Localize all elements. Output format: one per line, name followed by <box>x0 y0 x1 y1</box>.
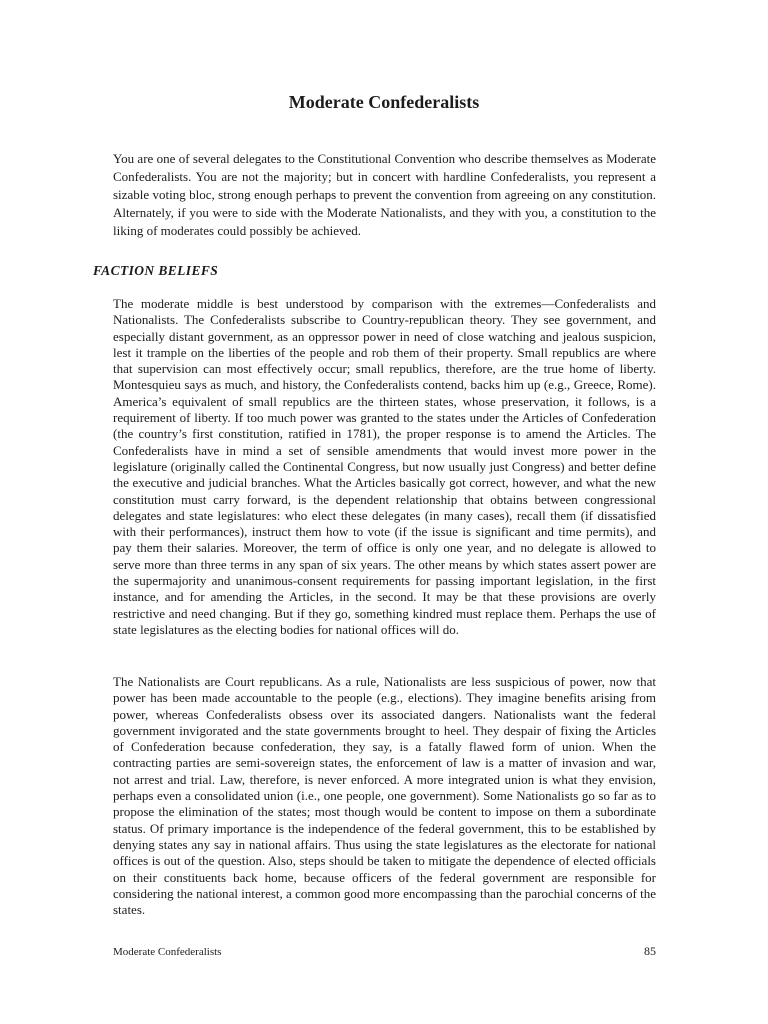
body-paragraph: The Nationalists are Court republicans. As a rule, Nationalists are less suspicious of power, now that power has been made accountable to the people (e.g., elections). They imagine benefits arising from power, whereas Confederalists obsess over its associated dangers. Nationalists want the federal government invigorated and the state governments brought to heel. They despair of fixing the Articles of Confederation because confederation, they say, is a fatally flawed form of union. When the contracting parties are semi-sovereign states, the enforcement of law is a matter of invasion and war, not arrest and trial. Law, therefore, is never enforced. A more integrated union is what they envision, perhaps even a consolidated union (i.e., one people, one government). Some Nationalists go so far as to propose the elimination of the states; most though would be content to impose on them a subordinate status. Of primary importance is the independence of the federal government, this to be established by denying states any say in national affairs. Thus using the state legislatures as the electorate for national offices is out of the question. Also, steps should be taken to mitigate the dependence of elected officials on their constituents back home, because officers of the federal government are responsible for considering the national interest, a common good more encompassing than the parochial concerns of the states. <box>113 674 656 918</box>
footer-running-title: Moderate Confederalists <box>113 946 222 958</box>
footer-page-number: 85 <box>644 944 656 958</box>
page-title: Moderate Confederalists <box>288 92 480 112</box>
section-heading: FACTION BELIEFS <box>93 263 219 278</box>
body-paragraph: The moderate middle is best understood by comparison with the extremes—Confederalists and Nationalists. The Confederalists subscribe to Country-republican theory. They see government, and especially distant government, as an oppressor power in need of close watching and jealous suspicion, lest it trample on the liberties of the people and rob them of their property. Small republics are where that supervision can most effectively occur; small republics, therefore, are the true home of liberty. Montesquieu says as much, and history, the Confederalists contend, backs him up (e.g., Greece, Rome). America’s equivalent of small republics are the thirteen states, whose preservation, it follows, is a requirement of liberty. If too much power was granted to the states under the Articles of Confederation (the country’s first constitution, ratified in 1781), the proper response is to amend the Articles. The Confederalists have in mind a set of sensible amendments that would invest more power in the legislature (originally called the Continental Congress, but now usually just Congress) and better define the executive and judicial branches. What the Articles basically got correct, however, and what the new constitution must carry forward, is the dependent relationship that obtains between congressional delegates and state legislatures: who elect these delegates (in many cases), recall them (if dissatisfied with their performances), instruct them how to vote (if the issue is significant and time permits), and pay them their salaries. Moreover, the term of office is only one year, and no delegate is allowed to serve more than three terms in any span of six years. The other means by which states assert power are the supermajority and unanimous-consent requirements for passing important legislation, in the first instance, and for amending the Articles, in the second. It may be that these provisions are overly restrictive and need changing. But if they go, something kindred must replace them. Perhaps the use of state legislatures as the electing bodies for national offices will do. <box>113 296 656 637</box>
intro-paragraph: You are one of several delegates to the Constitutional Convention who describe themselves as Moderate Confederalists. You are not the majority; but in concert with hardline Confederalists, you represent a sizable voting bloc, strong enough perhaps to prevent the convention from agreeing on any constitution. Alternately, if you were to side with the Moderate Nationalists, and they with you, a constitution to the liking of moderates could possibly be achieved. <box>113 151 656 238</box>
